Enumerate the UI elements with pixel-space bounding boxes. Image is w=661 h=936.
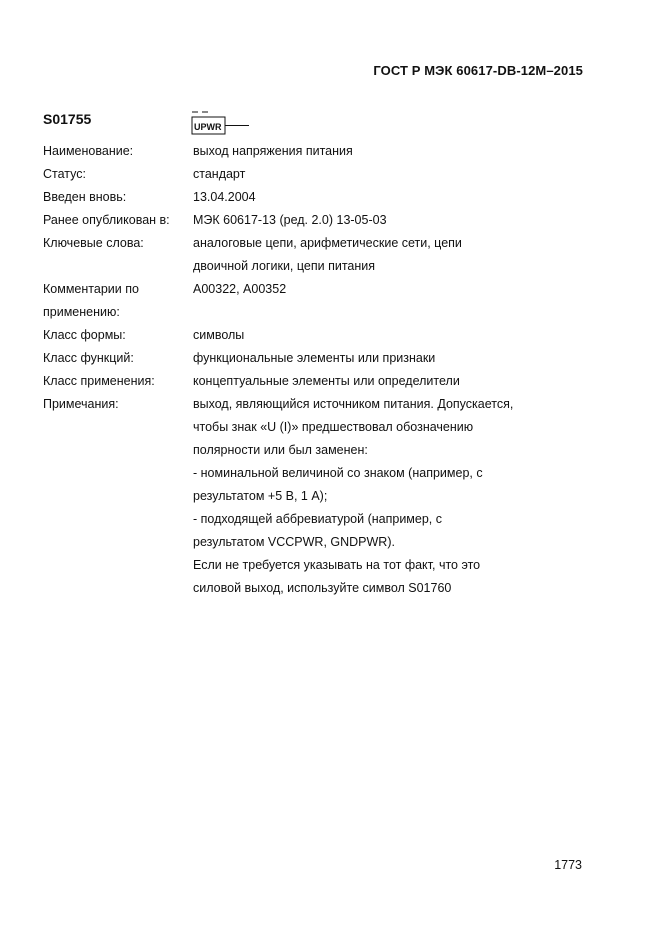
field-label xyxy=(43,370,193,393)
field-label xyxy=(43,209,193,232)
label-line: Ключевые слова: xyxy=(43,236,144,250)
field-value xyxy=(193,347,553,370)
field-function-class xyxy=(43,347,553,370)
field-value xyxy=(193,163,553,186)
value-line: чтобы знак «U (I)» предшествовал обозначению xyxy=(193,420,474,434)
field-value xyxy=(193,186,553,209)
value-line: Если не требуется указывать на тот факт, что это xyxy=(193,558,481,572)
entry-fields xyxy=(43,140,553,600)
label-line: Ранее опубликован в: xyxy=(43,213,170,227)
field-label xyxy=(43,186,193,209)
value-line: результатом VCCPWR, GNDPWR). xyxy=(193,535,395,549)
value-line: - подходящей аббревиатурой (например, с xyxy=(193,512,442,526)
field-introduced xyxy=(43,186,553,209)
field-value xyxy=(193,209,553,232)
value-line: символы xyxy=(193,328,245,342)
value-line: выход, являющийся источником питания. Допускается, xyxy=(193,397,514,411)
field-label xyxy=(43,232,193,278)
field-label xyxy=(43,278,193,324)
value-line: функциональные элементы или признаки xyxy=(193,351,436,365)
value-line: полярности или был заменен: xyxy=(193,443,368,457)
field-keywords xyxy=(43,232,553,278)
page-number: 1773 xyxy=(554,858,582,872)
field-application-class xyxy=(43,370,553,393)
value-line: стандарт xyxy=(193,167,246,181)
value-line: МЭК 60617-13 (ред. 2.0) 13-05-03 xyxy=(193,213,387,227)
symbol-code: S01755 xyxy=(43,111,92,127)
field-name xyxy=(43,140,553,163)
field-label xyxy=(43,163,193,186)
value-line: - номинальной величиной со знаком (например, с xyxy=(193,466,483,480)
label-line: Класс применения: xyxy=(43,374,155,388)
symbol-label: UPWR xyxy=(194,122,222,132)
value-line: 13.04.2004 xyxy=(193,190,256,204)
field-label xyxy=(43,140,193,163)
field-label xyxy=(43,347,193,370)
field-label xyxy=(43,324,193,347)
value-line: выход напряжения питания xyxy=(193,144,353,158)
label-line: Статус: xyxy=(43,167,86,181)
label-line: применению: xyxy=(43,305,120,319)
field-value xyxy=(193,393,553,600)
value-line: концептуальные элементы или определители xyxy=(193,374,460,388)
field-value xyxy=(193,324,553,347)
label-line: Класс формы: xyxy=(43,328,126,342)
label-line: Комментарии по xyxy=(43,282,139,296)
upwr-symbol-icon xyxy=(191,110,253,136)
field-value xyxy=(193,370,553,393)
label-line: Примечания: xyxy=(43,397,119,411)
field-form-class xyxy=(43,324,553,347)
value-line: двоичной логики, цепи питания xyxy=(193,259,376,273)
value-line: силовой выход, используйте символ S01760 xyxy=(193,581,452,595)
field-value xyxy=(193,232,553,278)
field-status xyxy=(43,163,553,186)
field-remarks xyxy=(43,393,553,600)
field-value xyxy=(193,278,553,324)
label-line: Наименование: xyxy=(43,144,134,158)
field-previously-published xyxy=(43,209,553,232)
field-label xyxy=(43,393,193,600)
value-line: аналоговые цепи, арифметические сети, цепи xyxy=(193,236,462,250)
label-line: Класс функций: xyxy=(43,351,134,365)
label-line: Введен вновь: xyxy=(43,190,127,204)
field-value xyxy=(193,140,553,163)
field-application-notes xyxy=(43,278,553,324)
document-standard-header: ГОСТ Р МЭК 60617-DB-12M–2015 xyxy=(373,63,583,78)
value-line: А00322, А00352 xyxy=(193,282,287,296)
value-line: результатом +5 В, 1 А); xyxy=(193,489,328,503)
